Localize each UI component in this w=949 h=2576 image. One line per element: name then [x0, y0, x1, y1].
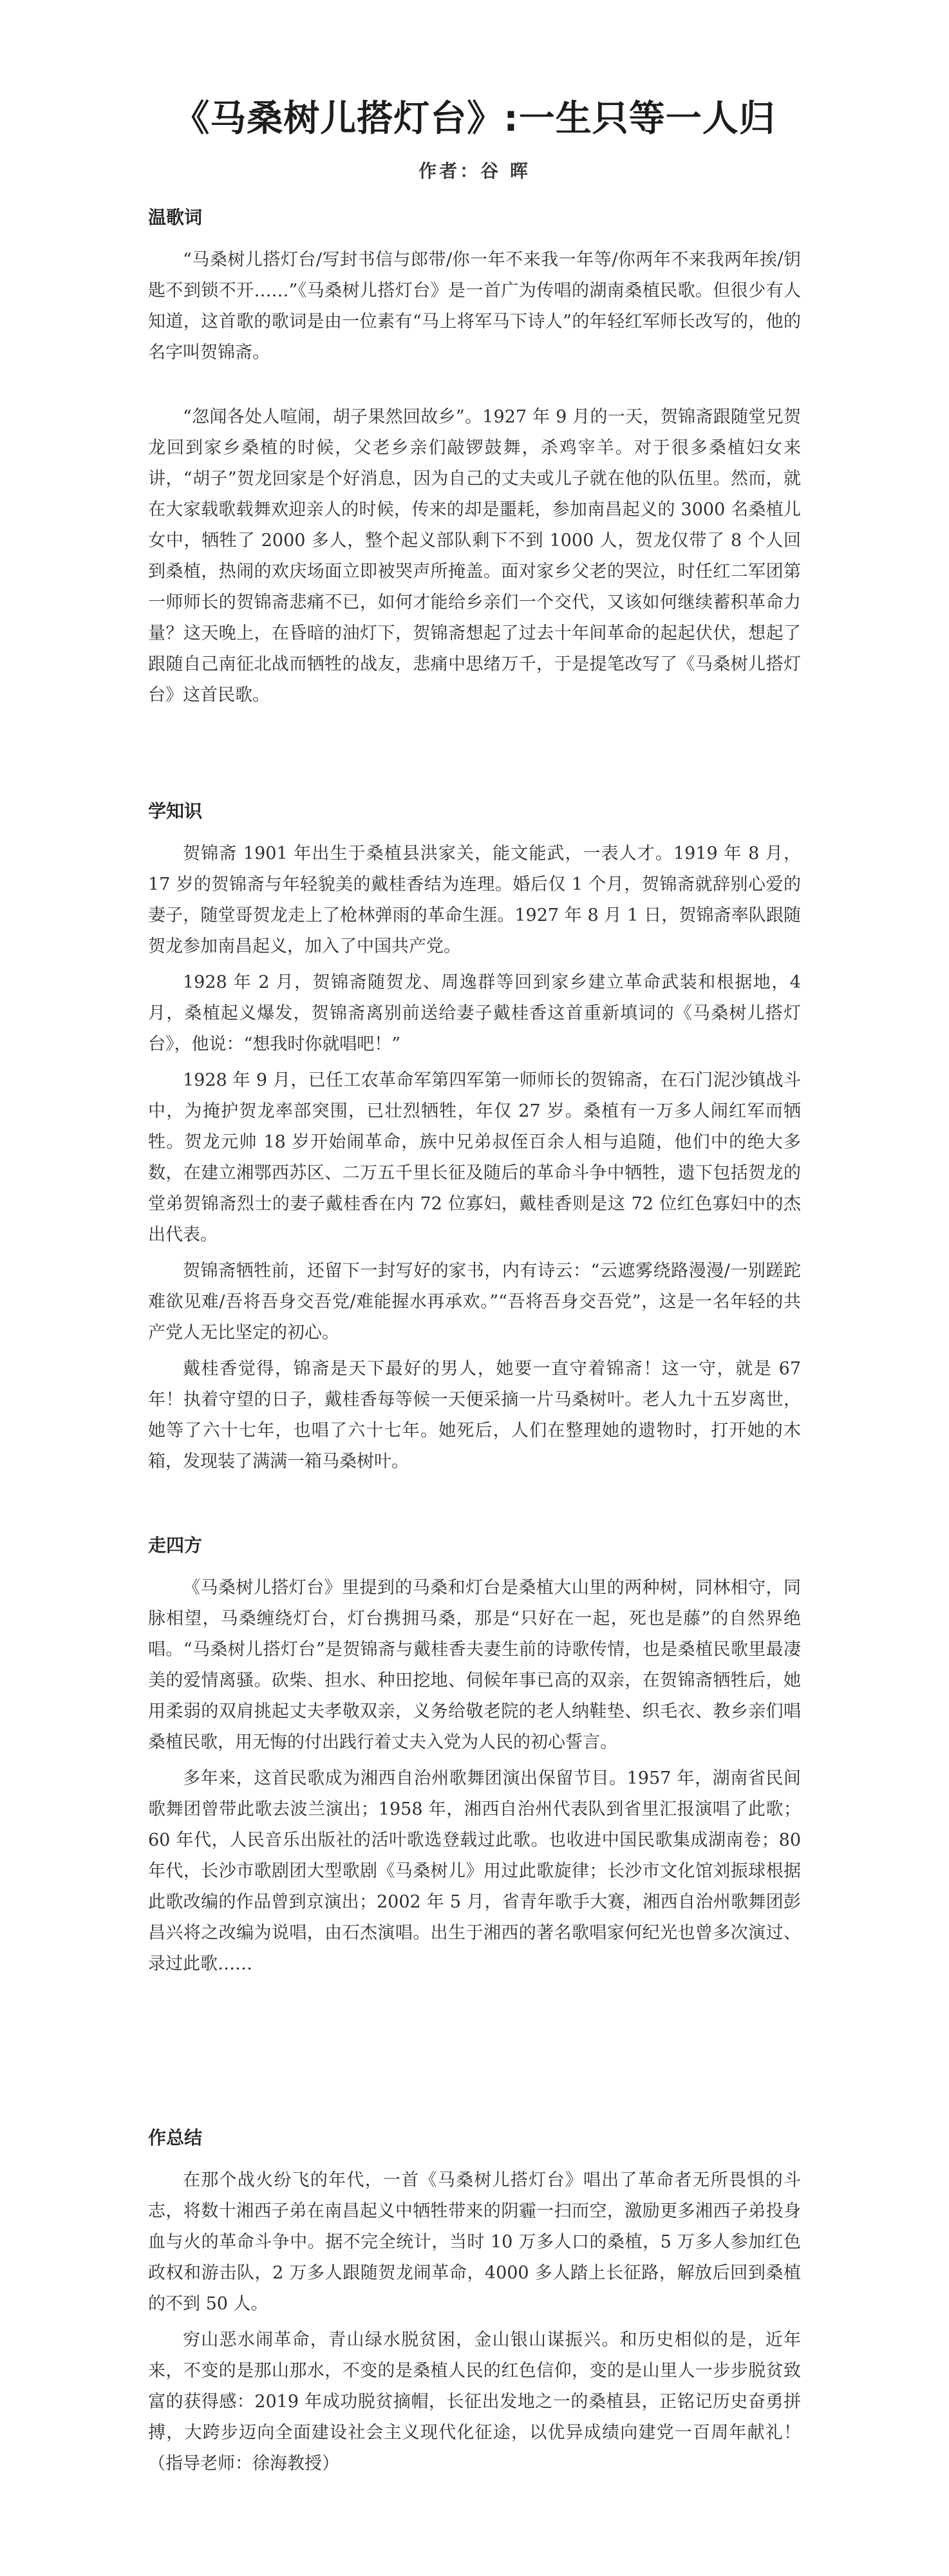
paragraph: 1928 年 9 月，已任工农革命军第四军第一师师长的贺锦斋，在石门泥沙镇战斗中，为掩护贺龙率部突围，已壮烈牺牲，年仅 27 岁。桑植有一万多人闹红军而牺牲。贺龙元帅 18 岁开始闹革命，族中兄弟叔侄百余人相与追随，他们中的绝大多数，在建立湘鄂西苏区、二万五千里长征及随后的革命斗争中牺牲，遗下包括贺龙的堂弟贺锦斋烈士的妻子戴桂香在内 72 位寡妇，戴桂香则是这 72 位红色寡妇中的杰出代表。 [148, 1070, 801, 1245]
paragraph: 贺锦斋牺牲前，还留下一封写好的家书，内有诗云：“云遮雾绕路漫漫/一别蹉跎难欲见难/吾将吾身交吾党/难能握水再承欢。”“吾将吾身交吾党”，这是一名年轻的共产党人无比坚定的初心。 [148, 1261, 801, 1343]
paragraph: 《马桑树儿搭灯台》里提到的马桑和灯台是桑植大山里的两种树，同林相守，同脉相望，马桑缠绕灯台，灯台携拥马桑，那是“只好在一起，死也是藤”的自然界绝唱。“马桑树儿搭灯台”是贺锦斋与戴桂香夫妻生前的诗歌传情，也是桑植民歌里最凄美的爱情离骚。砍柴、担水、种田挖地、伺候年事已高的双亲，在贺锦斋牺牲后，她用柔弱的双肩挑起丈夫孝敬双亲，义务给敬老院的老人纳鞋垫、织毛衣、教乡亲们唱桑植民歌，用无悔的付出践行着丈夫入党为人民的初心誓言。 [148, 1578, 801, 1752]
section-summary [148, 2125, 801, 2485]
article-author: 作者：谷 晖 [418, 160, 531, 182]
section-heading: 作总结 [148, 2127, 203, 2148]
paragraph: 在那个战火纷飞的年代，一首《马桑树儿搭灯台》唱出了革命者无所畏惧的斗志，将数十湘西子弟在南昌起义中牺牲带来的阴霾一扫而空，激励更多湘西子弟投身血与火的革命斗争中。据不完全统计，当时 10 万多人口的桑植，5 万多人参加红色政权和游击队，2 万多人跟随贺龙闹革命，4000 多人踏上长征路，解放后回到桑植的不到 50 人。 [148, 2170, 801, 2314]
paragraph: “马桑树儿搭灯台/写封书信与郎带/你一年不来我一年等/你两年不来我两年挨/钥匙不到锁不开……”《马桑树儿搭灯台》是一首广为传唱的湖南桑植民歌。但很少有人知道，这首歌的歌词是由一位素有“马上将军马下诗人”的年轻红军师长改写的，他的名字叫贺锦斋。 [148, 250, 801, 363]
paragraph: 多年来，这首民歌成为湘西自治州歌舞团演出保留节目。1957 年，湖南省民间歌舞团曾带此歌去波兰演出；1958 年，湘西自治州代表队到省里汇报演唱了此歌；60 年代，人民音乐出版社的活叶歌选登载过此歌。也收进中国民歌集成湖南卷；80 年代，长沙市歌剧团大型歌剧《马桑树儿》用过此歌旋律；长沙市文化馆刘振球根据此歌改编的作品曾到京演出；2002 年 5 月，省青年歌手大赛，湘西自治州歌舞团彭昌兴将之改编为说唱，由石杰演唱。出生于湘西的著名歌唱家何纪光也曾多次演过、录过此歌…… [148, 1768, 801, 1974]
paragraph: “忽闻各处人喧闹，胡子果然回故乡”。1927 年 9 月的一天，贺锦斋跟随堂兄贺龙回到家乡桑植的时候，父老乡亲们敲锣鼓舞，杀鸡宰羊。对于很多桑植妇女来讲，“胡子”贺龙回家是个好消息，因为自己的丈夫或儿子就在他的队伍里。然而，就在大家载歌载舞欢迎亲人的时候，传来的却是噩耗，参加南昌起义的 3000 名桑植儿女中，牺牲了 2000 多人，整个起义部队剩下不到 1000 人，贺龙仅带了 8 个人回到桑植，热闹的欢庆场面立即被哭声所掩盖。面对家乡父老的哭泣，时任红二军团第一师师长的贺锦斋悲痛不已，如何才能给乡亲们一个交代，又该如何继续蓄积革命力量？这天晚上，在昏暗的油灯下，贺锦斋想起了过去十年间革命的起起伏伏，想起了跟随自己南征北战而牺牲的战友，悲痛中思绪万千，于是提笔改写了《马桑树儿搭灯台》这首民歌。 [148, 407, 801, 705]
paragraph: 1928 年 2 月，贺锦斋随贺龙、周逸群等回到家乡建立革命武装和根据地，4 月，桑植起义爆发，贺锦斋离别前送给妻子戴桂香这首重新填词的《马桑树儿搭灯台》，他说：“想我时你就唱吧！” [148, 972, 801, 1054]
section-travel [148, 1533, 801, 1985]
paragraph: 贺锦斋 1901 年出生于桑植县洪家关，能文能武，一表人才。1919 年 8 月，17 岁的贺锦斋与年轻貌美的戴桂香结为连理。婚后仅 1 个月，贺锦斋就辞别心爱的妻子，随堂哥贺龙走上了枪林弹雨的革命生涯。1927 年 8 月 1 日，贺锦斋率队跟随贺龙参加南昌起义，加入了中国共产党。 [148, 844, 801, 956]
paragraph: 穷山恶水闹革命，青山绿水脱贫困，金山银山谋振兴。和历史相似的是，近年来，不变的是那山那水，不变的是桑植人民的红色信仰，变的是山里人一步步脱贫致富的获得感：2019 年成功脱贫摘帽，长征出发地之一的桑植县，正铭记历史奋勇拼搏，大跨步迈向全面建设社会主义现代化征途，以优异成绩向建党一百周年献礼！（指导老师：徐海教授） [148, 2330, 801, 2474]
section-lyrics [148, 205, 801, 716]
section-heading: 走四方 [148, 1535, 203, 1556]
section-heading: 学知识 [148, 800, 203, 822]
article-title: 《马桑树儿搭灯台》:一生只等一人归 [173, 98, 776, 140]
section-heading: 温歌词 [148, 207, 203, 228]
paragraph: 戴桂香觉得，锦斋是天下最好的男人，她要一直守着锦斋！这一守，就是 67 年！执着守望的日子，戴桂香每等候一天便采摘一片马桑树叶。老人九十五岁离世，她等了六十七年，也唱了六十七年。她死后，人们在整理她的遗物时，打开她的木箱，发现装了满满一箱马桑树叶。 [148, 1359, 801, 1472]
section-knowledge [148, 799, 801, 1482]
